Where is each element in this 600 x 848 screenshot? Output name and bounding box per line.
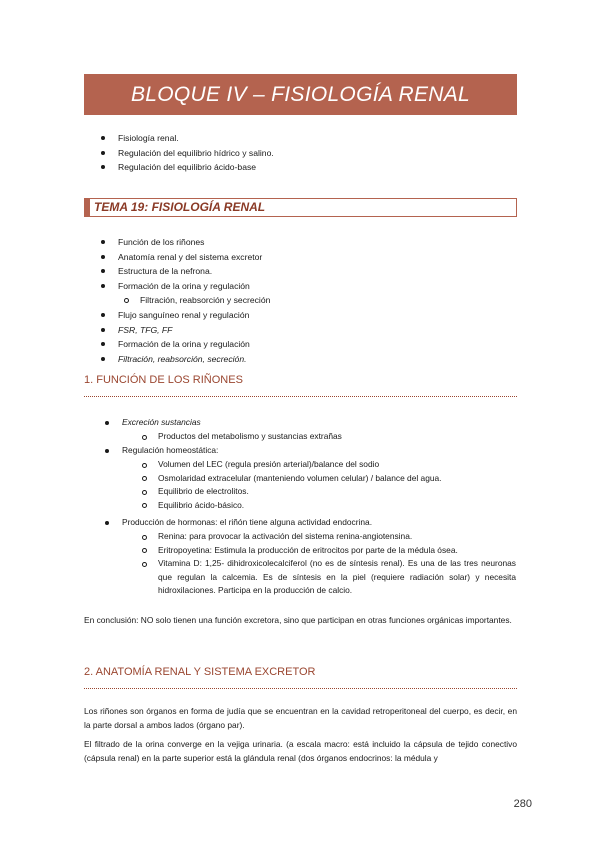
list-subitem: Filtración, reabsorción y secreción (140, 293, 270, 308)
list-item: Excreción sustancias (122, 416, 201, 430)
function-sublist (158, 430, 342, 444)
list-item: Fisiología renal. (118, 131, 274, 146)
tema-heading: TEMA 19: FISIOLOGÍA RENAL (84, 198, 517, 217)
function-list (122, 444, 218, 458)
block-title: BLOQUE IV – FISIOLOGÍA RENAL (130, 82, 471, 106)
list-subitem: Renina: para provocar la activación del sistema renina-angiotensina. (158, 530, 516, 544)
list-subitem: Vitamina D: 1,25- dihidroxicolecalciferol (no es de síntesis renal). Es una de las tres neuronas que regulan la calcemia. Es de síntesis en la piel (requiere radiación solar) y necesita hidroxilaciones. Participa en la producción de calcio. (158, 557, 516, 598)
list-subitem: Eritropoyetina: Estimula la producción de eritrocitos por parte de la médula ósea. (158, 544, 516, 558)
list-item: Anatomía renal y del sistema excretor (118, 250, 270, 265)
conclusion-paragraph: En conclusión: NO solo tienen una función excretora, sino que participan en otras funciones orgánicas importantes. (84, 615, 512, 625)
page-number: 280 (513, 798, 532, 810)
list-item: Regulación del equilibrio hídrico y salino. (118, 146, 274, 161)
function-list (122, 516, 372, 530)
anatomy-paragraph-2: El filtrado de la orina converge en la vejiga urinaria. (a escala macro: está incluido la cápsula de tejido conectivo (cápsula renal) en la parte superior está la glándula renal (dos órganos endocrinos: la médula y (84, 739, 517, 763)
function-sublist (158, 530, 516, 598)
section-2-heading: 2. ANATOMÍA RENAL Y SISTEMA EXCRETOR (84, 666, 517, 689)
list-item: Filtración, reabsorción, secreción. (118, 352, 270, 367)
list-item: Flujo sanguíneo renal y regulación (118, 308, 270, 323)
list-item: Estructura de la nefrona. (118, 264, 270, 279)
list-subitem: Equilibrio ácido-básico. (158, 499, 442, 513)
block-title-banner (84, 74, 517, 115)
list-subitem: Equilibrio de electrolitos. (158, 485, 442, 499)
list-item: FSR, TFG, FF (118, 323, 270, 338)
list-item: Regulación del equilibrio ácido-base (118, 160, 274, 175)
list-subitem: Volumen del LEC (regula presión arterial)/balance del sodio (158, 458, 442, 472)
section-1-heading: 1. FUNCIÓN DE LOS RIÑONES (84, 374, 517, 397)
anatomy-paragraph-1: Los riñones son órganos en forma de judía que se encuentran en la cavidad retroperitoneal del cuerpo, es decir, en la parte dorsal a ambos lados (órgano par). (84, 706, 517, 730)
list-subitem: Productos del metabolismo y sustancias extrañas (158, 430, 342, 444)
function-sublist (158, 458, 442, 512)
list-item: Formación de la orina y regulación (118, 279, 270, 294)
function-list (122, 416, 201, 430)
tema-list (118, 235, 270, 366)
list-subitem: Osmolaridad extracelular (manteniendo volumen celular) / balance del agua. (158, 472, 442, 486)
list-item: Función de los riñones (118, 235, 270, 250)
intro-list (118, 131, 274, 175)
list-item: Formación de la orina y regulación (118, 337, 270, 352)
list-item: Producción de hormonas: el riñón tiene alguna actividad endocrina. (122, 516, 372, 530)
list-item: Regulación homeostática: (122, 444, 218, 458)
